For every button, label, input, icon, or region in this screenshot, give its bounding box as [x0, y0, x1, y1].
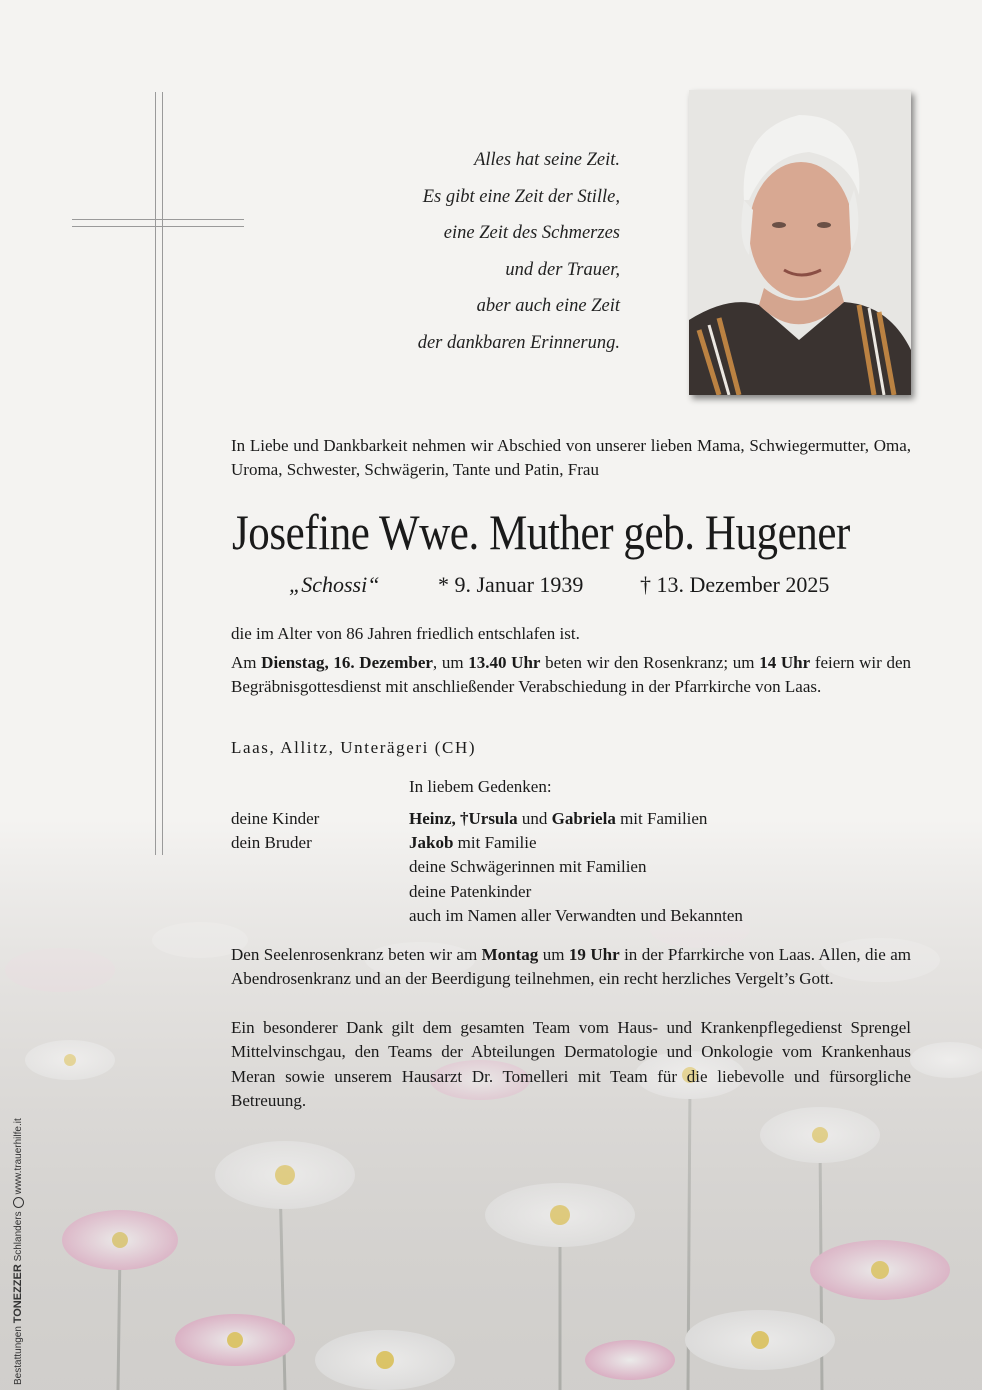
intro-text: In Liebe und Dankbarkeit nehmen wir Abschied von unserer lieben Mama, Schwiegermutter, Oma, Uroma, Schwester, Schwägerin, Tante und Patin, Frau [231, 436, 911, 480]
poem-line: Alles hat seine Zeit. [474, 150, 620, 170]
mourner-row [231, 807, 911, 831]
poem-line: der dankbaren Erinnerung. [417, 332, 620, 353]
credit-url: www.trauerhilfe.it [13, 1118, 24, 1195]
mourners-list [231, 807, 911, 928]
deceased-name: Josefine Wwe. Muther geb. Hugener [232, 504, 850, 560]
poem-line: Es gibt eine Zeit der Stille, [422, 186, 620, 207]
places: Laas, Allitz, Unterägeri (CH) [231, 738, 477, 757]
deceased-nickname: „Schossi“ [289, 572, 380, 597]
poem-line: aber auch eine Zeit [476, 296, 620, 316]
service-day: Dienstag, 16. Dezember [261, 653, 433, 672]
mourner-row [231, 855, 911, 879]
mourner-names: deine Patenkinder [409, 881, 532, 901]
funeral-time: 14 Uhr [759, 653, 811, 672]
poem [330, 142, 620, 361]
rosary-time: 13.40 Uhr [468, 653, 541, 672]
mourner-row [231, 880, 911, 904]
age-text: die im Alter von 86 Jahren friedlich entschlafen ist. [231, 624, 580, 643]
cross-horizontal-bar [72, 219, 244, 227]
in-memory-heading: In liebem Gedenken: [409, 777, 552, 796]
death-date: † 13. Dezember 2025 [640, 572, 830, 597]
trauerhilfe-logo-icon [13, 1197, 24, 1208]
portrait-photo [689, 90, 911, 395]
mourner-names: Jakob mit Familie [409, 833, 537, 853]
birth-date: * 9. Januar 1939 [438, 572, 584, 597]
cross-vertical-bar [155, 92, 163, 855]
mourner-row [231, 904, 911, 928]
mourner-names: Heinz, †Ursula und Gabriela mit Familien [409, 809, 708, 828]
mourner-row [231, 831, 911, 855]
poem-line: und der Trauer, [505, 259, 620, 280]
funeral-home-credit: Bestattungen TONEZZER Schlanderswww.trauerhilfe.it [12, 1118, 24, 1385]
mourner-names: auch im Namen aller Verwandten und Bekannten [409, 905, 743, 925]
poem-line: eine Zeit des Schmerzes [443, 223, 620, 243]
thanks-text: Ein besonderer Dank gilt dem gesamten Team vom Haus- und Krankenpflegedienst Sprengel Mittelvinschgau, den Teams der Abteilungen Dermatologie und Onkologie vom Krankenhaus Meran sowie unserem Hausarzt Dr. Tomelleri mit Team für die liebevolle und fürsorgliche Betreuung. [231, 1018, 911, 1110]
mourner-label: deine Kinder [231, 809, 320, 828]
mourner-names: deine Schwägerinnen mit Familien [409, 857, 647, 877]
mourner-label: dein Bruder [231, 833, 312, 853]
rosary-text: Den Seelenrosenkranz beten wir am Montag um 19 Uhr in der Pfarrkirche von Laas. Allen, die am Abendrosenkranz und an der Beerdigung teilnehmen, ein recht herzliches Vergelt’s Gott. [231, 945, 911, 989]
service-text: Am Dienstag, 16. Dezember, um 13.40 Uhr beten wir den Rosenkranz; um 14 Uhr feiern wir den Begräbnisgottesdienst mit anschließender Verabschiedung in der Pfarrkirche von Laas. [231, 653, 912, 697]
